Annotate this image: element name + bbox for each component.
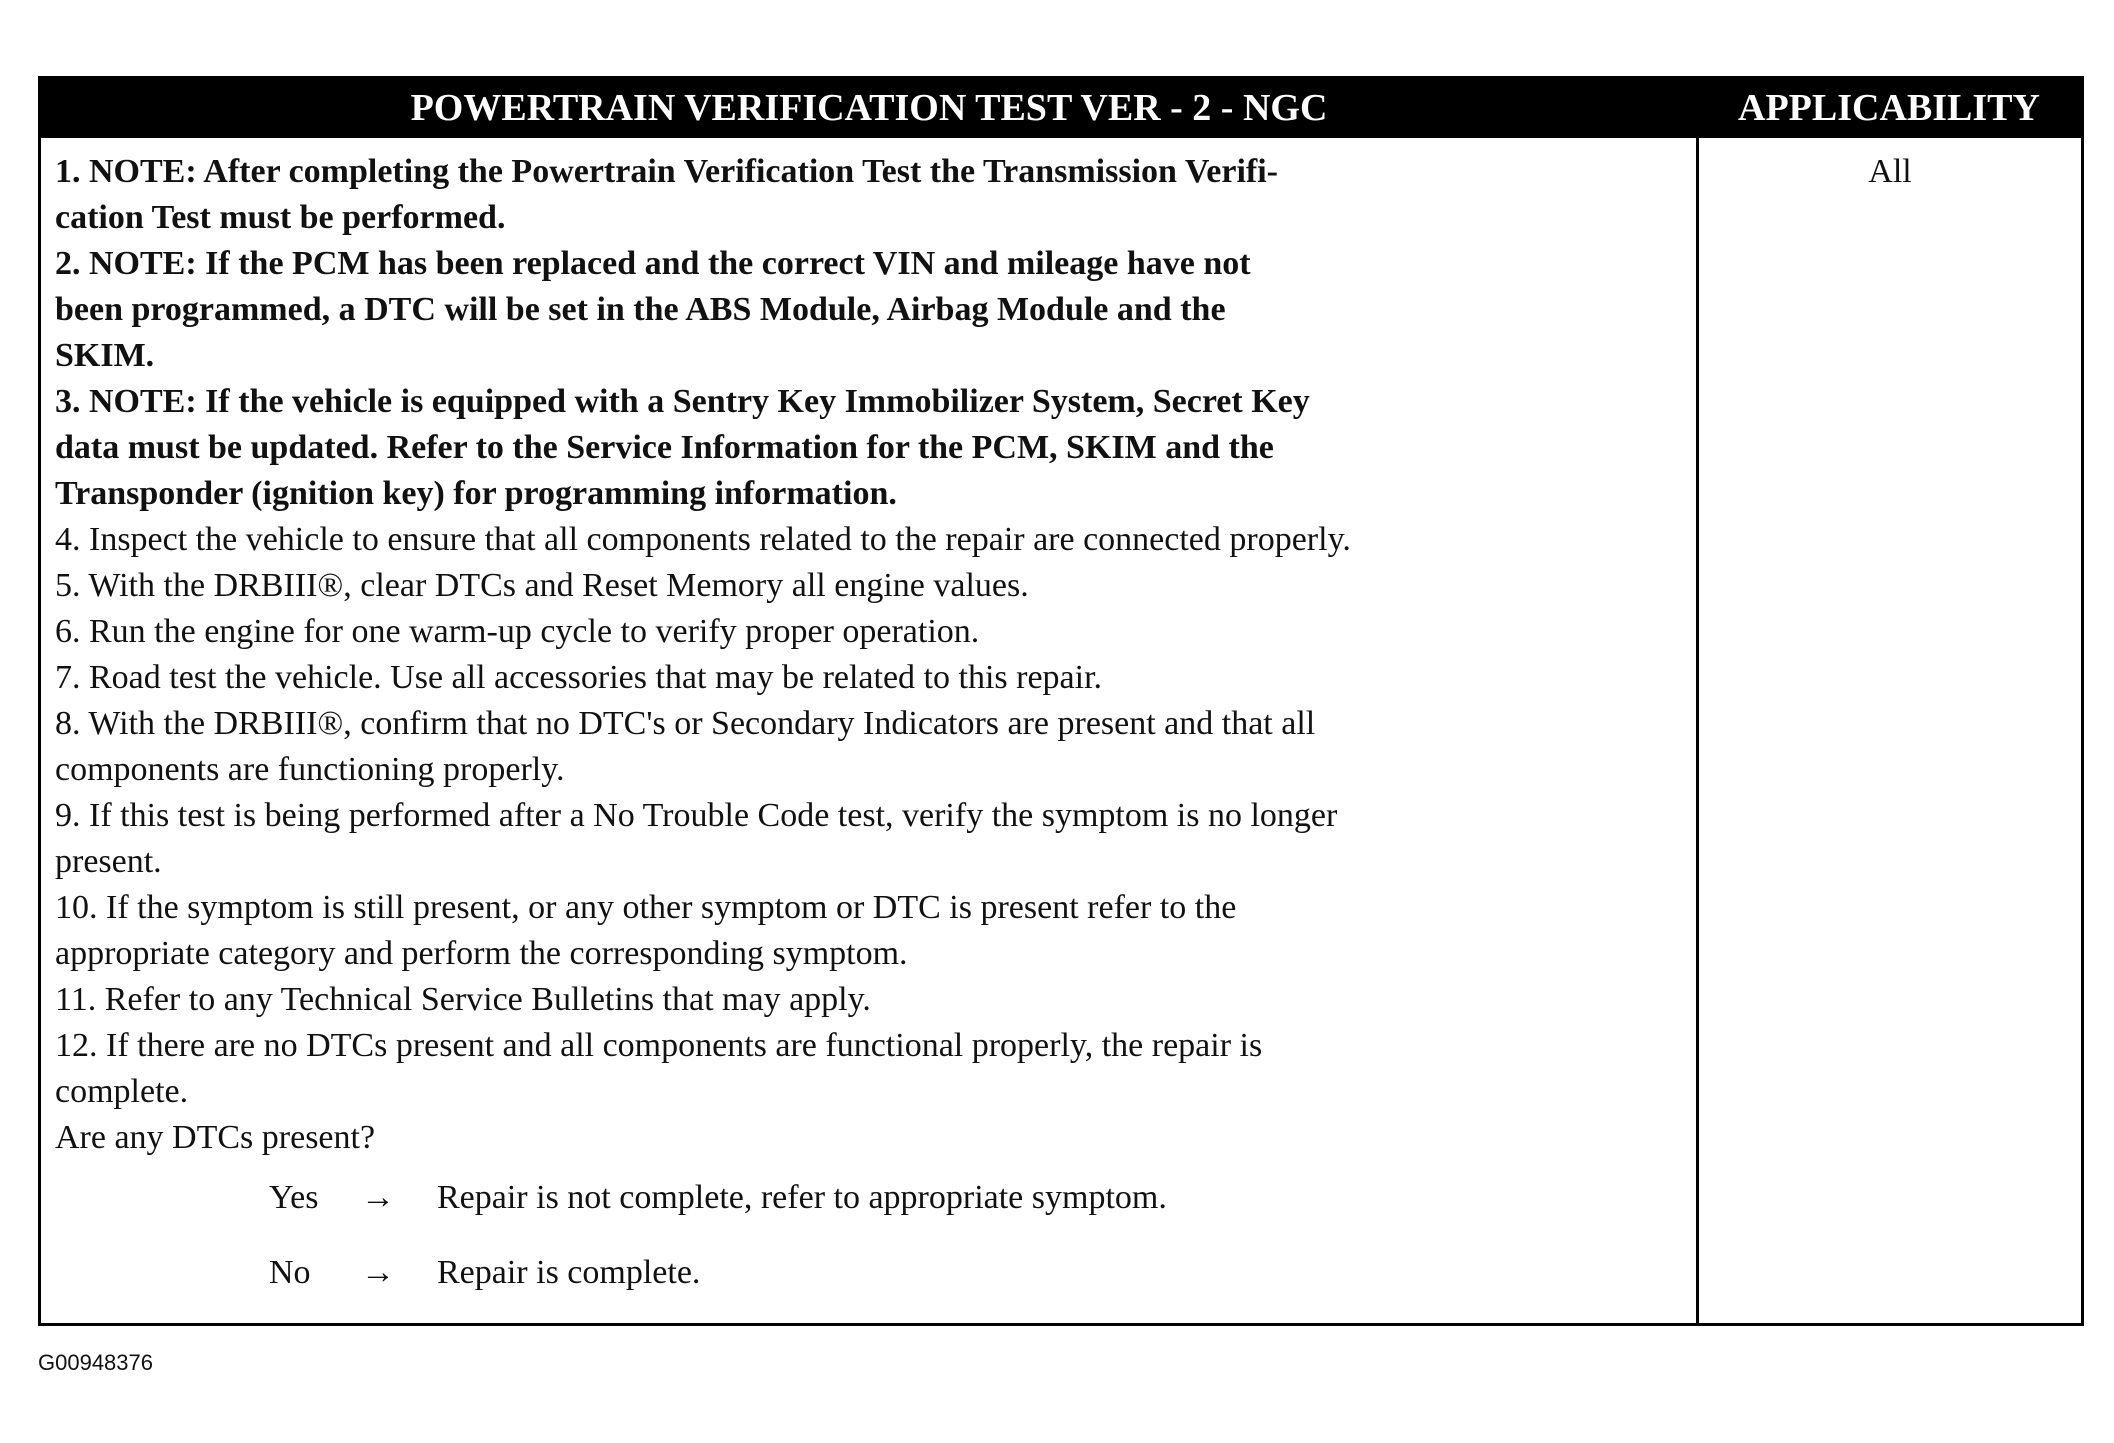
- step-line: 12. If there are no DTCs present and all components are functional properly, the repair is: [55, 1027, 1263, 1064]
- step-line: 6. Run the engine for one warm-up cycle to verify proper operation.: [55, 613, 980, 650]
- table-header: [41, 79, 2081, 138]
- verification-table: [38, 76, 2084, 1326]
- arrow-icon: →: [361, 1254, 395, 1291]
- step-line: complete.: [55, 1073, 189, 1110]
- step-line: 7. Road test the vehicle. Use all accessories that may be related to this repair.: [55, 659, 1103, 696]
- step-line: Transponder (ignition key) for programming information.: [55, 475, 897, 512]
- applicability-header: APPLICABILITY: [1738, 87, 2040, 129]
- step-line: been programmed, a DTC will be set in the ABS Module, Airbag Module and the: [55, 291, 1226, 328]
- step-line: 10. If the symptom is still present, or any other symptom or DTC is present refer to the: [55, 889, 1237, 926]
- answer-text: Repair is complete.: [437, 1254, 701, 1291]
- step-line: 3. NOTE: If the vehicle is equipped with a Sentry Key Immobilizer System, Secret Key: [55, 383, 1310, 420]
- answer-label: No: [269, 1254, 311, 1291]
- test-steps: [55, 149, 1687, 1161]
- step-line: present.: [55, 843, 162, 880]
- answer-yes: [269, 1175, 1669, 1250]
- step-line: SKIM.: [55, 337, 155, 374]
- answer-no: [269, 1250, 1669, 1325]
- step-line: 5. With the DRBIII®, clear DTCs and Reset Memory all engine values.: [55, 567, 1029, 604]
- column-divider: [1696, 138, 1699, 1323]
- step-line: 11. Refer to any Technical Service Bulletins that may apply.: [55, 981, 871, 1018]
- arrow-icon: →: [361, 1179, 395, 1216]
- figure-id: G00948376: [38, 1350, 153, 1375]
- step-line: components are functioning properly.: [55, 751, 565, 788]
- applicability-value: All: [1868, 153, 1912, 190]
- step-line: cation Test must be performed.: [55, 199, 506, 236]
- step-line: 1. NOTE: After completing the Powertrain Verification Test the Transmission Verifi-: [55, 153, 1278, 190]
- step-line: appropriate category and perform the corresponding symptom.: [55, 935, 908, 972]
- answer-options: [269, 1175, 1669, 1325]
- step-line: 2. NOTE: If the PCM has been replaced and the correct VIN and mileage have not: [55, 245, 1251, 282]
- step-line: 4. Inspect the vehicle to ensure that all components related to the repair are connected properly.: [55, 521, 1351, 558]
- answer-text: Repair is not complete, refer to appropriate symptom.: [437, 1179, 1167, 1216]
- table-title: POWERTRAIN VERIFICATION TEST VER - 2 - NGC: [410, 87, 1328, 129]
- step-line: Are any DTCs present?: [55, 1119, 376, 1156]
- step-line: 9. If this test is being performed after a No Trouble Code test, verify the symptom is no longer: [55, 797, 1338, 834]
- answer-label: Yes: [269, 1179, 319, 1216]
- step-line: 8. With the DRBIII®, confirm that no DTC's or Secondary Indicators are present and that all: [55, 705, 1316, 742]
- step-line: data must be updated. Refer to the Service Information for the PCM, SKIM and the: [55, 429, 1274, 466]
